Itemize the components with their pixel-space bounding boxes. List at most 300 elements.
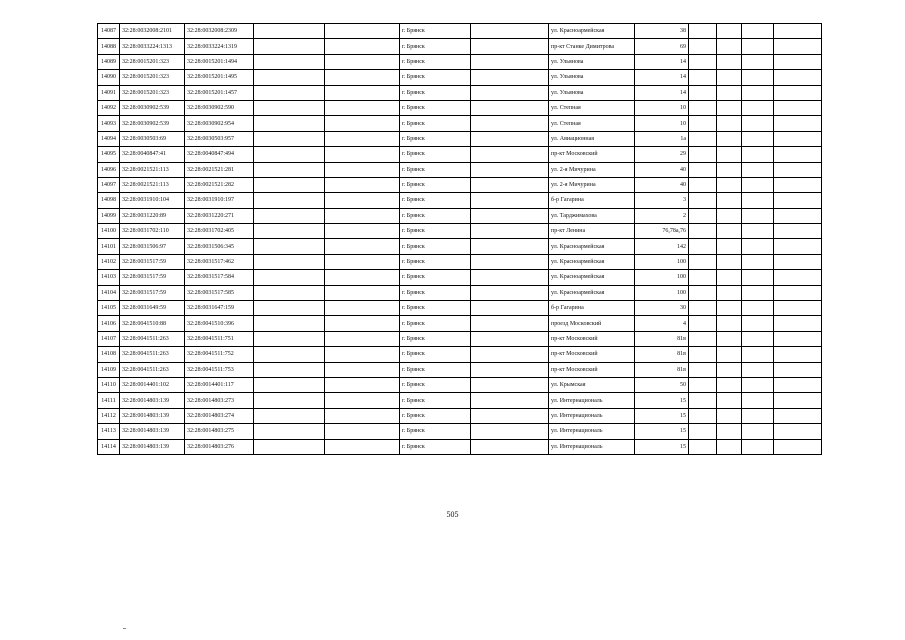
cell-street: ул. Красноармейская <box>549 254 635 269</box>
cell-empty <box>325 208 400 223</box>
cell-empty <box>254 116 325 131</box>
cell-street: ул. Красноармейская <box>549 24 635 39</box>
cell-record-number: 14105 <box>98 301 120 316</box>
cell-record-number: 14108 <box>98 347 120 362</box>
table-row <box>98 54 822 69</box>
cell-house-number: 3 <box>635 193 689 208</box>
cell-empty <box>325 362 400 377</box>
cell-empty <box>774 331 822 346</box>
cell-empty <box>689 147 717 162</box>
cell-empty <box>254 362 325 377</box>
cell-empty <box>774 285 822 300</box>
cell-parent-cadastral-number: 32:28:0015201:323 <box>120 70 185 85</box>
cell-empty <box>325 24 400 39</box>
cell-house-number: 14 <box>635 54 689 69</box>
cell-house-number: 81в <box>635 362 689 377</box>
cell-empty <box>471 362 549 377</box>
cell-record-number: 14099 <box>98 208 120 223</box>
cell-record-number: 14088 <box>98 39 120 54</box>
cell-empty <box>717 54 742 69</box>
cell-street: ул. Красноармейская <box>549 239 635 254</box>
cell-empty <box>254 393 325 408</box>
cell-street: пр-кт Московский <box>549 347 635 362</box>
table-row <box>98 285 822 300</box>
cell-empty <box>325 116 400 131</box>
cell-empty <box>774 147 822 162</box>
cell-city: г. Брянск <box>400 116 471 131</box>
cell-empty <box>717 439 742 454</box>
cell-empty <box>471 85 549 100</box>
cell-empty <box>717 408 742 423</box>
cell-street: ул. Красноармейская <box>549 285 635 300</box>
cell-empty <box>689 54 717 69</box>
cell-empty <box>774 239 822 254</box>
cell-street: пр-кт Московский <box>549 362 635 377</box>
cell-parent-cadastral-number: 32:28:0031517:59 <box>120 254 185 269</box>
cell-empty <box>774 393 822 408</box>
cell-house-number: 100 <box>635 254 689 269</box>
cell-empty <box>774 116 822 131</box>
cell-record-number: 14095 <box>98 147 120 162</box>
cell-empty <box>689 85 717 100</box>
cell-city: г. Брянск <box>400 54 471 69</box>
cell-empty <box>742 424 774 439</box>
cell-empty <box>774 162 822 177</box>
cell-street: ул. Красноармейская <box>549 270 635 285</box>
cell-house-number: 100 <box>635 285 689 300</box>
cell-empty <box>717 193 742 208</box>
table-row <box>98 39 822 54</box>
cell-parent-cadastral-number: 32:28:0030902:539 <box>120 100 185 115</box>
cell-empty <box>742 285 774 300</box>
cell-empty <box>254 347 325 362</box>
table-row <box>98 193 822 208</box>
cell-empty <box>254 147 325 162</box>
cell-empty <box>325 393 400 408</box>
table-row <box>98 224 822 239</box>
cell-empty <box>689 224 717 239</box>
cell-empty <box>325 70 400 85</box>
cell-record-number: 14106 <box>98 316 120 331</box>
cell-record-number: 14103 <box>98 270 120 285</box>
cell-empty <box>717 362 742 377</box>
cell-city: г. Брянск <box>400 254 471 269</box>
cell-empty <box>689 424 717 439</box>
cell-parent-cadastral-number: 32:28:0014803:139 <box>120 408 185 423</box>
cell-empty <box>254 131 325 146</box>
cell-cadastral-number: 32:28:0031910:197 <box>185 193 254 208</box>
cell-empty <box>254 177 325 192</box>
cell-empty <box>254 408 325 423</box>
cell-empty <box>471 408 549 423</box>
cell-empty <box>742 316 774 331</box>
cell-street: ул. Крымская <box>549 377 635 392</box>
cell-empty <box>717 331 742 346</box>
cell-parent-cadastral-number: 32:28:0041510:88 <box>120 316 185 331</box>
cell-empty <box>717 316 742 331</box>
cell-city: г. Брянск <box>400 70 471 85</box>
cell-empty <box>325 239 400 254</box>
registry-table <box>97 23 822 455</box>
cell-empty <box>471 393 549 408</box>
cell-empty <box>325 85 400 100</box>
table-row <box>98 316 822 331</box>
table-row <box>98 408 822 423</box>
cell-street: ул. Ульянова <box>549 70 635 85</box>
cell-house-number: 15 <box>635 408 689 423</box>
cell-empty <box>742 377 774 392</box>
cell-empty <box>254 24 325 39</box>
cell-cadastral-number: 32:28:0014803:276 <box>185 439 254 454</box>
cell-house-number: 2 <box>635 208 689 223</box>
cell-parent-cadastral-number: 32:28:0015201:323 <box>120 54 185 69</box>
cell-cadastral-number: 32:28:0041511:751 <box>185 331 254 346</box>
cell-street: б-р Гагарина <box>549 193 635 208</box>
cell-empty <box>742 131 774 146</box>
cell-record-number: 14111 <box>98 393 120 408</box>
cell-empty <box>471 331 549 346</box>
cell-empty <box>325 316 400 331</box>
cell-city: г. Брянск <box>400 331 471 346</box>
cell-empty <box>742 54 774 69</box>
cell-empty <box>254 239 325 254</box>
cell-empty <box>471 54 549 69</box>
cell-empty <box>689 408 717 423</box>
cell-empty <box>254 39 325 54</box>
table-row <box>98 70 822 85</box>
cell-record-number: 14093 <box>98 116 120 131</box>
cell-empty <box>471 70 549 85</box>
cell-empty <box>689 285 717 300</box>
cell-empty <box>774 377 822 392</box>
cell-cadastral-number: 32:28:0014803:274 <box>185 408 254 423</box>
cell-empty <box>471 254 549 269</box>
cell-cadastral-number: 32:28:0031506:345 <box>185 239 254 254</box>
cell-empty <box>325 224 400 239</box>
cell-empty <box>689 100 717 115</box>
table-body <box>98 24 822 455</box>
cell-empty <box>254 100 325 115</box>
cell-empty <box>742 439 774 454</box>
cell-empty <box>689 239 717 254</box>
cell-city: г. Брянск <box>400 347 471 362</box>
cell-empty <box>325 54 400 69</box>
cell-record-number: 14101 <box>98 239 120 254</box>
cell-empty <box>254 439 325 454</box>
cell-empty <box>689 193 717 208</box>
cell-parent-cadastral-number: 32:28:0031506:97 <box>120 239 185 254</box>
cell-city: г. Брянск <box>400 39 471 54</box>
cell-empty <box>774 70 822 85</box>
cell-empty <box>717 177 742 192</box>
cell-empty <box>774 408 822 423</box>
cell-empty <box>689 24 717 39</box>
cell-empty <box>471 131 549 146</box>
cell-empty <box>254 254 325 269</box>
cell-empty <box>325 147 400 162</box>
cell-parent-cadastral-number: 32:28:0032008:2101 <box>120 24 185 39</box>
cell-empty <box>717 393 742 408</box>
cell-empty <box>717 162 742 177</box>
cell-empty <box>689 70 717 85</box>
cell-record-number: 14087 <box>98 24 120 39</box>
cell-empty <box>774 193 822 208</box>
cell-empty <box>471 424 549 439</box>
cell-empty <box>471 39 549 54</box>
cell-empty <box>717 424 742 439</box>
cell-cadastral-number: 32:28:0041511:752 <box>185 347 254 362</box>
cell-cadastral-number: 32:28:0032008:2309 <box>185 24 254 39</box>
cell-empty <box>689 116 717 131</box>
cell-empty <box>717 254 742 269</box>
cell-empty <box>325 285 400 300</box>
cell-empty <box>254 54 325 69</box>
cell-empty <box>689 362 717 377</box>
cell-empty <box>742 70 774 85</box>
cell-parent-cadastral-number: 32:28:0031517:59 <box>120 270 185 285</box>
cell-empty <box>689 270 717 285</box>
cell-house-number: 38 <box>635 24 689 39</box>
cell-empty <box>717 147 742 162</box>
cell-empty <box>742 254 774 269</box>
cell-cadastral-number: 32:28:0031647:159 <box>185 301 254 316</box>
cell-empty <box>471 316 549 331</box>
cell-empty <box>471 224 549 239</box>
cell-empty <box>774 24 822 39</box>
cell-street: ул. Ульянова <box>549 54 635 69</box>
table-row <box>98 85 822 100</box>
cell-record-number: 14102 <box>98 254 120 269</box>
cell-city: г. Брянск <box>400 100 471 115</box>
cell-cadastral-number: 32:28:0031517:585 <box>185 285 254 300</box>
cell-street: ул. Интернациональ <box>549 408 635 423</box>
cell-parent-cadastral-number: 32:28:0021521:113 <box>120 177 185 192</box>
cell-empty <box>689 39 717 54</box>
cell-city: г. Брянск <box>400 285 471 300</box>
cell-record-number: 14090 <box>98 70 120 85</box>
cell-cadastral-number: 32:28:0014401:117 <box>185 377 254 392</box>
cell-empty <box>774 301 822 316</box>
cell-cadastral-number: 32:28:0031702:405 <box>185 224 254 239</box>
cell-empty <box>774 39 822 54</box>
cell-empty <box>717 301 742 316</box>
cell-record-number: 14112 <box>98 408 120 423</box>
cell-empty <box>689 162 717 177</box>
cell-cadastral-number: 32:28:0015201:1494 <box>185 54 254 69</box>
cell-empty <box>471 377 549 392</box>
cell-city: г. Брянск <box>400 85 471 100</box>
table-row <box>98 270 822 285</box>
cell-record-number: 14104 <box>98 285 120 300</box>
scan-speck <box>123 628 126 629</box>
cell-house-number: 15 <box>635 439 689 454</box>
cell-empty <box>689 331 717 346</box>
cell-empty <box>325 177 400 192</box>
cell-empty <box>774 54 822 69</box>
cell-city: г. Брянск <box>400 362 471 377</box>
cell-house-number: 50 <box>635 377 689 392</box>
cell-record-number: 14094 <box>98 131 120 146</box>
cell-empty <box>774 362 822 377</box>
table-row <box>98 439 822 454</box>
cell-empty <box>254 301 325 316</box>
cell-city: г. Брянск <box>400 24 471 39</box>
cell-empty <box>471 116 549 131</box>
cell-empty <box>774 347 822 362</box>
cell-empty <box>717 100 742 115</box>
cell-street: ул. Тарджимахова <box>549 208 635 223</box>
cell-house-number: 100 <box>635 270 689 285</box>
cell-empty <box>689 316 717 331</box>
cell-parent-cadastral-number: 32:28:0041511:263 <box>120 362 185 377</box>
cell-empty <box>325 347 400 362</box>
table-row <box>98 377 822 392</box>
cell-empty <box>742 177 774 192</box>
cell-empty <box>471 439 549 454</box>
cell-record-number: 14114 <box>98 439 120 454</box>
cell-empty <box>471 285 549 300</box>
cell-house-number: 81в <box>635 331 689 346</box>
cell-empty <box>325 131 400 146</box>
cell-empty <box>471 208 549 223</box>
cell-street: ул. Интернациональ <box>549 439 635 454</box>
cell-empty <box>325 162 400 177</box>
cell-empty <box>689 131 717 146</box>
cell-house-number: 15 <box>635 424 689 439</box>
cell-parent-cadastral-number: 32:28:0041511:263 <box>120 331 185 346</box>
cell-cadastral-number: 32:28:0014803:273 <box>185 393 254 408</box>
cell-house-number: 81в <box>635 347 689 362</box>
table-row <box>98 208 822 223</box>
cell-empty <box>774 424 822 439</box>
cell-house-number: 1а <box>635 131 689 146</box>
cell-empty <box>325 439 400 454</box>
cell-parent-cadastral-number: 32:28:0031702:110 <box>120 224 185 239</box>
cell-empty <box>742 193 774 208</box>
cell-empty <box>325 331 400 346</box>
table-row <box>98 301 822 316</box>
cell-empty <box>325 100 400 115</box>
table-row <box>98 100 822 115</box>
cell-empty <box>742 239 774 254</box>
cell-empty <box>742 408 774 423</box>
cell-empty <box>774 85 822 100</box>
cell-empty <box>774 177 822 192</box>
cell-city: г. Брянск <box>400 439 471 454</box>
cell-record-number: 14091 <box>98 85 120 100</box>
cell-empty <box>717 208 742 223</box>
cell-cadastral-number: 32:28:0030503:957 <box>185 131 254 146</box>
cell-street: пр-кт Ленина <box>549 224 635 239</box>
cell-empty <box>689 177 717 192</box>
cell-parent-cadastral-number: 32:28:0021521:113 <box>120 162 185 177</box>
cell-street: б-р Гагарина <box>549 301 635 316</box>
cell-empty <box>717 239 742 254</box>
cell-empty <box>717 270 742 285</box>
cell-city: г. Брянск <box>400 131 471 146</box>
cell-empty <box>742 24 774 39</box>
cell-parent-cadastral-number: 32:28:0014803:139 <box>120 424 185 439</box>
cell-street: ул. Степная <box>549 116 635 131</box>
cell-city: г. Брянск <box>400 301 471 316</box>
cell-empty <box>254 208 325 223</box>
table-row <box>98 131 822 146</box>
cell-record-number: 14097 <box>98 177 120 192</box>
cell-empty <box>325 254 400 269</box>
cell-parent-cadastral-number: 32:28:0031517:59 <box>120 285 185 300</box>
cell-cadastral-number: 32:28:0015201:1457 <box>185 85 254 100</box>
cell-empty <box>254 316 325 331</box>
cell-city: г. Брянск <box>400 393 471 408</box>
cell-empty <box>774 439 822 454</box>
cell-parent-cadastral-number: 32:28:0030503:69 <box>120 131 185 146</box>
cell-empty <box>254 331 325 346</box>
cell-empty <box>742 147 774 162</box>
cell-cadastral-number: 32:28:0014803:275 <box>185 424 254 439</box>
cell-cadastral-number: 32:28:0030902:954 <box>185 116 254 131</box>
table-row <box>98 162 822 177</box>
table-row <box>98 147 822 162</box>
cell-empty <box>689 377 717 392</box>
cell-city: г. Брянск <box>400 162 471 177</box>
cell-empty <box>471 301 549 316</box>
cell-empty <box>325 270 400 285</box>
cell-empty <box>689 208 717 223</box>
cell-parent-cadastral-number: 32:28:0014803:139 <box>120 393 185 408</box>
cell-record-number: 14098 <box>98 193 120 208</box>
cell-record-number: 14107 <box>98 331 120 346</box>
cell-house-number: 40 <box>635 177 689 192</box>
cell-empty <box>717 39 742 54</box>
cell-cadastral-number: 32:28:0031220:271 <box>185 208 254 223</box>
cell-empty <box>254 424 325 439</box>
cell-empty <box>742 393 774 408</box>
cell-cadastral-number: 32:28:0031517:584 <box>185 270 254 285</box>
cell-empty <box>325 408 400 423</box>
cell-empty <box>689 301 717 316</box>
cell-cadastral-number: 32:28:0015201:1495 <box>185 70 254 85</box>
cell-empty <box>471 24 549 39</box>
cell-empty <box>325 39 400 54</box>
cell-empty <box>742 162 774 177</box>
cell-empty <box>742 331 774 346</box>
cell-empty <box>689 254 717 269</box>
cell-cadastral-number: 32:28:0033224:1319 <box>185 39 254 54</box>
cell-parent-cadastral-number: 32:28:0031220:89 <box>120 208 185 223</box>
cell-empty <box>471 270 549 285</box>
cell-cadastral-number: 32:28:0040847:494 <box>185 147 254 162</box>
cell-city: г. Брянск <box>400 377 471 392</box>
cell-empty <box>254 193 325 208</box>
cell-record-number: 14089 <box>98 54 120 69</box>
table-row <box>98 362 822 377</box>
cell-street: ул. Авиационная <box>549 131 635 146</box>
table-row <box>98 116 822 131</box>
cell-parent-cadastral-number: 32:28:0041511:263 <box>120 347 185 362</box>
cell-cadastral-number: 32:28:0041510:396 <box>185 316 254 331</box>
cell-empty <box>717 347 742 362</box>
cell-record-number: 14096 <box>98 162 120 177</box>
cell-empty <box>471 147 549 162</box>
cell-city: г. Брянск <box>400 408 471 423</box>
cell-cadastral-number: 32:28:0021521:281 <box>185 162 254 177</box>
cell-empty <box>471 193 549 208</box>
cell-house-number: 76,78а,76 <box>635 224 689 239</box>
cell-empty <box>742 362 774 377</box>
cell-city: г. Брянск <box>400 193 471 208</box>
cell-empty <box>774 270 822 285</box>
cell-street: ул. Интернациональ <box>549 424 635 439</box>
